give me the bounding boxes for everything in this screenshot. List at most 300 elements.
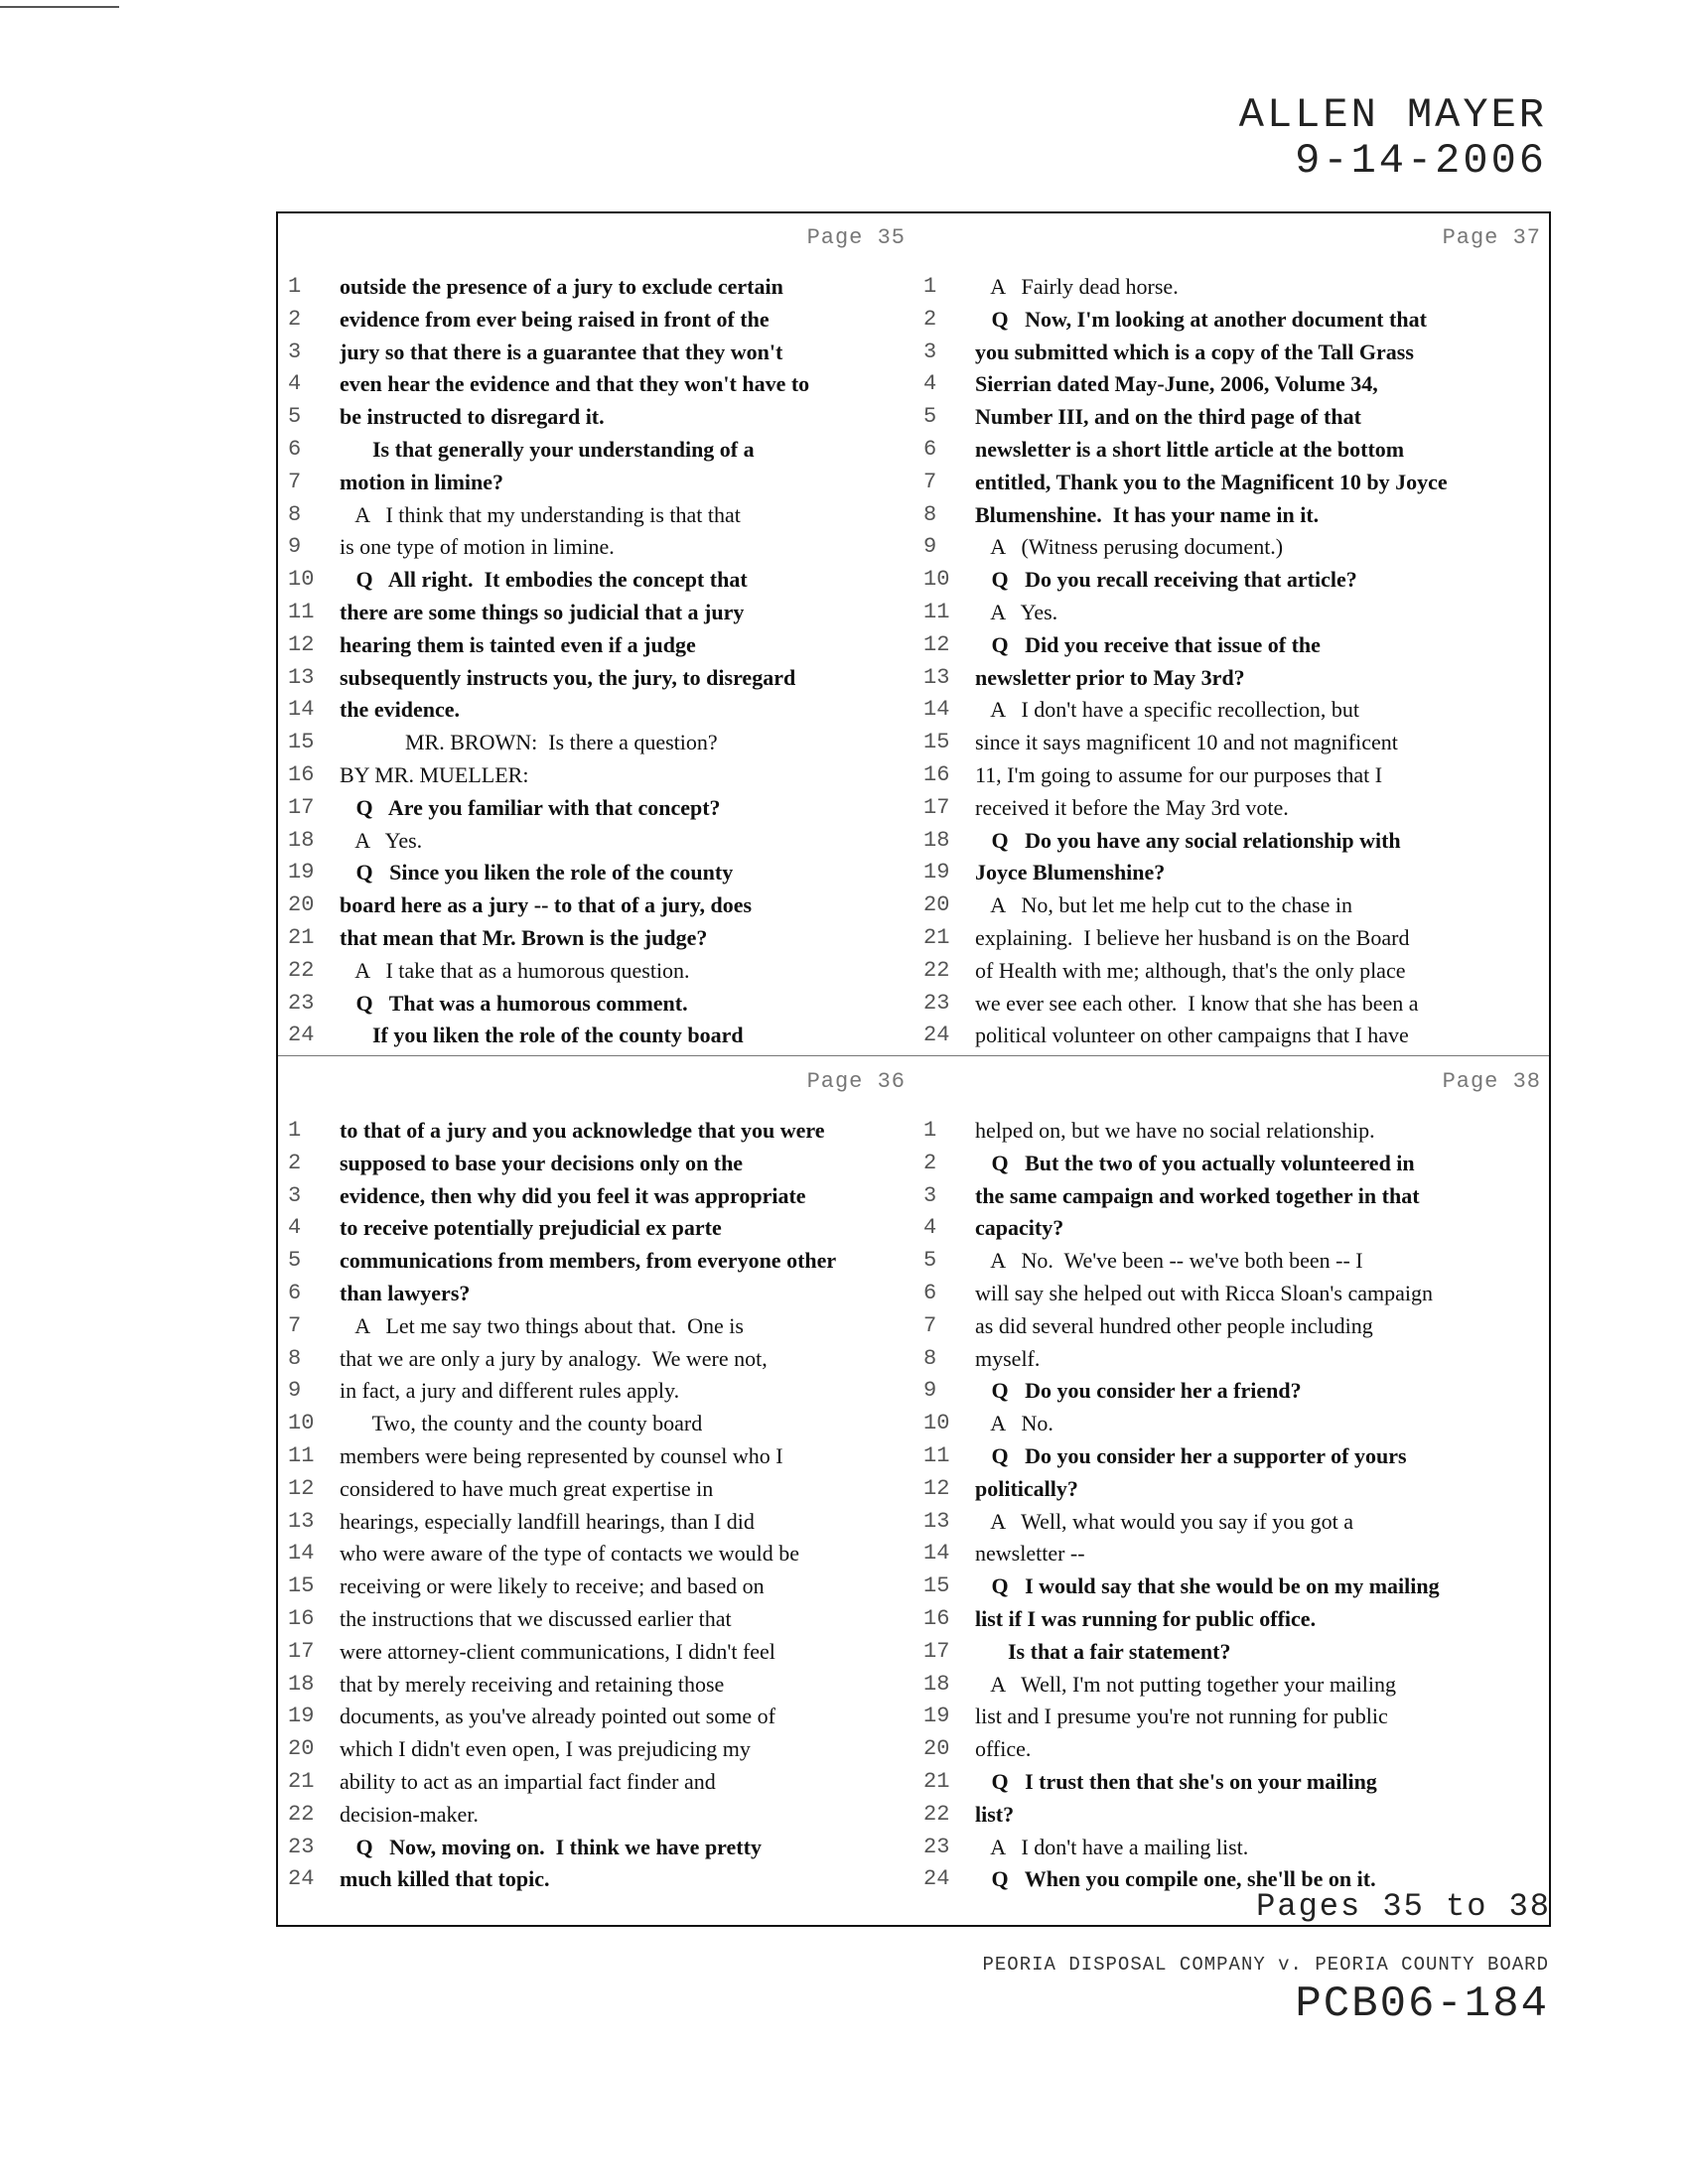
line-text: A Yes. xyxy=(975,599,1058,624)
transcript-line xyxy=(913,1538,1549,1570)
line-text: received it before the May 3rd vote. xyxy=(975,794,1289,820)
transcript-line xyxy=(278,1636,913,1669)
line-text: A I don't have a mailing list. xyxy=(975,1834,1249,1859)
line-number: 21 xyxy=(288,1768,315,1794)
transcript-line xyxy=(913,531,1549,564)
line-text: we ever see each other. I know that she has been a xyxy=(975,990,1419,1016)
line-text: A No. xyxy=(975,1411,1053,1436)
line-number: 7 xyxy=(923,469,937,494)
line-number: 21 xyxy=(923,924,950,950)
transcript-line xyxy=(278,271,913,304)
line-text: as did several hundred other people including xyxy=(975,1312,1373,1338)
transcript-line xyxy=(913,1180,1549,1213)
transcript-line xyxy=(913,1603,1549,1636)
line-number: 2 xyxy=(923,306,937,332)
line-text: that mean that Mr. Brown is the judge? xyxy=(340,924,708,950)
transcript-lines xyxy=(913,271,1549,1052)
transcript-line xyxy=(278,434,913,467)
corner-rule xyxy=(0,6,119,8)
line-text: Q Do you recall receiving that article? xyxy=(975,567,1357,593)
transcript-line xyxy=(278,857,913,889)
transcript-line xyxy=(278,1180,913,1213)
transcript-line xyxy=(278,1733,913,1766)
line-number: 18 xyxy=(288,1671,315,1697)
line-number: 8 xyxy=(288,1345,302,1371)
transcript-line xyxy=(913,1669,1549,1702)
line-number: 17 xyxy=(288,1638,315,1664)
line-number: 13 xyxy=(288,664,315,690)
line-number: 16 xyxy=(923,1605,950,1631)
page-label: Page 38 xyxy=(1442,1069,1541,1094)
line-text: Q Now, moving on. I think we have pretty xyxy=(340,1834,762,1859)
line-number: 16 xyxy=(288,761,315,787)
transcript-line xyxy=(278,825,913,858)
transcript-line xyxy=(913,1212,1549,1245)
line-text: receiving or were likely to receive; and based on xyxy=(340,1573,765,1599)
line-number: 9 xyxy=(288,1378,302,1404)
line-text: who were aware of the type of contacts we would be xyxy=(340,1541,800,1567)
line-text: entitled, Thank you to the Magnificent 10 by Joyce xyxy=(975,469,1448,494)
line-number: 6 xyxy=(288,1280,302,1305)
transcript-page-37 xyxy=(913,213,1549,1053)
line-number: 21 xyxy=(923,1768,950,1794)
line-number: 4 xyxy=(288,371,302,397)
line-number: 22 xyxy=(288,1801,315,1827)
line-text: BY MR. MUELLER: xyxy=(340,761,529,787)
line-number: 13 xyxy=(923,1508,950,1534)
transcript-line xyxy=(278,467,913,499)
transcript-lines xyxy=(278,271,913,1052)
line-number: 17 xyxy=(923,1638,950,1664)
line-text: were attorney-client communications, I didn't feel xyxy=(340,1638,775,1664)
line-text: Q Now, I'm looking at another document that xyxy=(975,306,1427,332)
line-text: A Well, what would you say if you got a xyxy=(975,1508,1353,1534)
transcript-line xyxy=(278,1115,913,1148)
transcript-line xyxy=(913,337,1549,369)
line-number: 24 xyxy=(288,1866,315,1892)
transcript-line xyxy=(278,1799,913,1832)
transcript-line xyxy=(278,1669,913,1702)
transcript-line xyxy=(278,1020,913,1052)
transcript-line xyxy=(913,825,1549,858)
line-text: decision-maker. xyxy=(340,1801,479,1827)
line-number: 19 xyxy=(288,1704,315,1729)
line-number: 14 xyxy=(923,697,950,723)
line-number: 10 xyxy=(288,1411,315,1436)
case-caption: PEORIA DISPOSAL COMPANY v. PEORIA COUNTY BOARD xyxy=(982,1954,1549,1976)
line-number: 18 xyxy=(923,1671,950,1697)
line-text: political volunteer on other campaigns that I have xyxy=(975,1023,1409,1048)
transcript-line xyxy=(913,1832,1549,1864)
transcript-line xyxy=(913,1440,1549,1473)
transcript-line xyxy=(913,955,1549,988)
line-text: that by merely receiving and retaining those xyxy=(340,1671,725,1697)
transcript-line xyxy=(913,1799,1549,1832)
line-number: 13 xyxy=(288,1508,315,1534)
line-number: 24 xyxy=(288,1023,315,1048)
line-text: list if I was running for public office. xyxy=(975,1605,1317,1631)
line-number: 11 xyxy=(288,1442,315,1468)
transcript-line xyxy=(278,1701,913,1733)
line-text: MR. BROWN: Is there a question? xyxy=(340,730,718,755)
transcript-line xyxy=(913,368,1549,401)
line-number: 12 xyxy=(288,631,315,657)
line-text: Q Are you familiar with that concept? xyxy=(340,794,721,820)
deponent-name: ALLEN MAYER xyxy=(1238,91,1547,139)
transcript-line xyxy=(278,889,913,922)
transcript-line xyxy=(278,1506,913,1539)
transcript-line xyxy=(913,1375,1549,1408)
line-number: 9 xyxy=(923,1378,937,1404)
line-text: evidence, then why did you feel it was appropriate xyxy=(340,1182,806,1208)
line-number: 16 xyxy=(288,1605,315,1631)
line-text: helped on, but we have no social relationship. xyxy=(975,1118,1375,1143)
transcript-lines xyxy=(278,1115,913,1896)
line-number: 11 xyxy=(923,1442,950,1468)
line-text: Q Did you receive that issue of the xyxy=(975,631,1321,657)
line-number: 10 xyxy=(288,567,315,593)
transcript-line xyxy=(913,727,1549,759)
transcript-line xyxy=(913,1245,1549,1278)
line-number: 2 xyxy=(923,1150,937,1175)
line-text: A (Witness perusing document.) xyxy=(975,534,1284,560)
transcript-line xyxy=(913,1506,1549,1539)
line-number: 3 xyxy=(923,1182,937,1208)
transcript-line xyxy=(278,499,913,532)
transcript-line xyxy=(278,1343,913,1376)
transcript-line xyxy=(913,1310,1549,1343)
line-number: 5 xyxy=(288,404,302,430)
transcript-line xyxy=(913,401,1549,434)
line-number: 22 xyxy=(923,1801,950,1827)
line-text: myself. xyxy=(975,1345,1041,1371)
line-number: 14 xyxy=(288,697,315,723)
line-text: in fact, a jury and different rules apply. xyxy=(340,1378,680,1404)
line-number: 12 xyxy=(923,631,950,657)
transcript-line xyxy=(913,1343,1549,1376)
line-text: hearing them is tainted even if a judge xyxy=(340,631,696,657)
transcript-line xyxy=(278,368,913,401)
line-text: is one type of motion in limine. xyxy=(340,534,615,560)
line-number: 15 xyxy=(923,1573,950,1599)
line-text: Q When you compile one, she'll be on it. xyxy=(975,1866,1376,1892)
line-text: explaining. I believe her husband is on the Board xyxy=(975,924,1410,950)
line-number: 8 xyxy=(923,501,937,527)
line-number: 12 xyxy=(923,1475,950,1501)
line-text: the evidence. xyxy=(340,697,460,723)
transcript-line xyxy=(913,857,1549,889)
line-number: 20 xyxy=(923,892,950,918)
transcript-line xyxy=(278,1570,913,1603)
line-text: outside the presence of a jury to exclude certain xyxy=(340,274,783,299)
line-number: 5 xyxy=(923,404,937,430)
line-number: 17 xyxy=(288,794,315,820)
line-number: 20 xyxy=(288,1736,315,1762)
line-number: 4 xyxy=(923,371,937,397)
transcript-line xyxy=(278,1310,913,1343)
line-number: 1 xyxy=(288,1118,302,1143)
line-number: 1 xyxy=(288,274,302,299)
line-text: members were being represented by counsel who I xyxy=(340,1442,783,1468)
line-number: 15 xyxy=(288,730,315,755)
transcript-line xyxy=(278,629,913,662)
transcript-line xyxy=(278,1766,913,1799)
line-number: 1 xyxy=(923,274,937,299)
transcript-line xyxy=(913,304,1549,337)
transcript-line xyxy=(913,629,1549,662)
line-number: 20 xyxy=(288,892,315,918)
transcript-line xyxy=(913,499,1549,532)
line-number: 19 xyxy=(923,860,950,886)
line-text: Two, the county and the county board xyxy=(340,1411,703,1436)
line-text: Sierrian dated May-June, 2006, Volume 34, xyxy=(975,371,1378,397)
transcript-line xyxy=(278,401,913,434)
line-number: 19 xyxy=(923,1704,950,1729)
line-text: Q Do you consider her a friend? xyxy=(975,1378,1302,1404)
transcript-page-38 xyxy=(913,1057,1549,1897)
transcript-line xyxy=(913,1020,1549,1052)
line-number: 23 xyxy=(288,1834,315,1859)
line-text: of Health with me; although, that's the only place xyxy=(975,957,1406,983)
line-number: 15 xyxy=(923,730,950,755)
line-text: A I take that as a humorous question. xyxy=(340,957,690,983)
line-text: jury so that there is a guarantee that they won't xyxy=(340,339,783,364)
transcript-line xyxy=(913,759,1549,792)
line-number: 18 xyxy=(288,827,315,853)
line-number: 3 xyxy=(288,1182,302,1208)
line-text: Joyce Blumenshine? xyxy=(975,860,1166,886)
line-text: hearings, especially landfill hearings, than I did xyxy=(340,1508,755,1534)
line-number: 14 xyxy=(923,1541,950,1567)
page-label: Page 37 xyxy=(1442,225,1541,250)
line-text: to receive potentially prejudicial ex parte xyxy=(340,1215,722,1241)
line-text: Q All right. It embodies the concept that xyxy=(340,567,748,593)
transcript-page-35 xyxy=(278,213,913,1053)
line-text: list? xyxy=(975,1801,1015,1827)
line-text: evidence from ever being raised in front of the xyxy=(340,306,770,332)
line-text: Is that a fair statement? xyxy=(975,1638,1231,1664)
line-text: ability to act as an impartial fact finder and xyxy=(340,1768,716,1794)
case-number: PCB06-184 xyxy=(1295,1979,1549,2029)
transcript-line xyxy=(913,1278,1549,1310)
transcript-line xyxy=(913,271,1549,304)
line-number: 16 xyxy=(923,761,950,787)
line-number: 6 xyxy=(288,436,302,462)
line-number: 7 xyxy=(288,1312,302,1338)
line-text: Q Do you consider her a supporter of yours xyxy=(975,1442,1407,1468)
line-text: to that of a jury and you acknowledge that you were xyxy=(340,1118,825,1143)
transcript-line xyxy=(913,1570,1549,1603)
transcript-line xyxy=(913,792,1549,825)
line-number: 7 xyxy=(288,469,302,494)
transcript-page-36 xyxy=(278,1057,913,1897)
line-number: 19 xyxy=(288,860,315,886)
line-text: A Well, I'm not putting together your mailing xyxy=(975,1671,1397,1697)
transcript-line xyxy=(278,1408,913,1440)
line-number: 18 xyxy=(923,827,950,853)
line-number: 11 xyxy=(923,599,950,624)
transcript-line xyxy=(913,922,1549,955)
line-text: A No, but let me help cut to the chase in xyxy=(975,892,1353,918)
transcript-line xyxy=(913,1701,1549,1733)
line-text: newsletter -- xyxy=(975,1541,1085,1567)
line-number: 3 xyxy=(288,339,302,364)
line-text: Q Since you liken the role of the county xyxy=(340,860,734,886)
line-text: A I don't have a specific recollection, but xyxy=(975,697,1360,723)
line-number: 9 xyxy=(288,534,302,560)
transcript-line xyxy=(278,1473,913,1506)
line-number: 23 xyxy=(923,990,950,1016)
line-text: Blumenshine. It has your name in it. xyxy=(975,501,1320,527)
line-number: 5 xyxy=(923,1248,937,1274)
line-text: considered to have much great expertise in xyxy=(340,1475,714,1501)
line-text: the same campaign and worked together in that xyxy=(975,1182,1420,1208)
line-number: 7 xyxy=(923,1312,937,1338)
transcript-line xyxy=(278,955,913,988)
line-text: 11, I'm going to assume for our purposes that I xyxy=(975,761,1383,787)
page-label: Page 35 xyxy=(806,225,906,250)
line-text: Number III, and on the third page of that xyxy=(975,404,1361,430)
line-text: you submitted which is a copy of the Tall Grass xyxy=(975,339,1414,364)
line-text: be instructed to disregard it. xyxy=(340,404,605,430)
line-number: 22 xyxy=(923,957,950,983)
transcript-line xyxy=(913,1115,1549,1148)
transcript-line xyxy=(278,1440,913,1473)
line-text: A Let me say two things about that. One is xyxy=(340,1312,744,1338)
line-text: newsletter is a short little article at the bottom xyxy=(975,436,1405,462)
transcript-line xyxy=(913,889,1549,922)
line-number: 10 xyxy=(923,567,950,593)
line-text: Q I would say that she would be on my mailing xyxy=(975,1573,1440,1599)
line-text: will say she helped out with Ricca Sloan's campaign xyxy=(975,1280,1433,1305)
transcript-line xyxy=(278,531,913,564)
line-text: Q That was a humorous comment. xyxy=(340,990,688,1016)
line-number: 2 xyxy=(288,1150,302,1175)
transcript-line xyxy=(913,1148,1549,1180)
transcript-line xyxy=(913,662,1549,695)
line-text: capacity? xyxy=(975,1215,1064,1241)
line-number: 3 xyxy=(923,339,937,364)
line-number: 21 xyxy=(288,924,315,950)
transcript-line xyxy=(913,1766,1549,1799)
transcript-line xyxy=(278,759,913,792)
transcript-line xyxy=(913,1473,1549,1506)
line-text: subsequently instructs you, the jury, to disregard xyxy=(340,664,796,690)
transcript-line xyxy=(913,1636,1549,1669)
transcript-line xyxy=(278,597,913,629)
line-number: 23 xyxy=(288,990,315,1016)
line-number: 6 xyxy=(923,1280,937,1305)
transcript-line xyxy=(278,922,913,955)
line-text: since it says magnificent 10 and not magnificent xyxy=(975,730,1398,755)
page-range: Pages 35 to 38 xyxy=(1256,1888,1551,1925)
transcript-line xyxy=(913,564,1549,597)
line-text: communications from members, from everyone other xyxy=(340,1248,837,1274)
page-separator xyxy=(278,1055,1549,1056)
line-text: supposed to base your decisions only on the xyxy=(340,1150,744,1175)
line-number: 11 xyxy=(288,599,315,624)
line-text: A No. We've been -- we've both been -- I xyxy=(975,1248,1363,1274)
line-text: If you liken the role of the county board xyxy=(340,1023,744,1048)
transcript-line xyxy=(278,1538,913,1570)
line-number: 17 xyxy=(923,794,950,820)
line-text: A Fairly dead horse. xyxy=(975,274,1179,299)
line-number: 9 xyxy=(923,534,937,560)
transcript-line xyxy=(278,1832,913,1864)
transcript-line xyxy=(278,662,913,695)
line-number: 4 xyxy=(923,1215,937,1241)
page-label: Page 36 xyxy=(806,1069,906,1094)
deposition-date: 9-14-2006 xyxy=(1295,137,1547,185)
line-text: board here as a jury -- to that of a jury, does xyxy=(340,892,753,918)
line-number: 6 xyxy=(923,436,937,462)
line-text: A Yes. xyxy=(340,827,423,853)
line-number: 22 xyxy=(288,957,315,983)
line-number: 24 xyxy=(923,1023,950,1048)
line-text: even hear the evidence and that they won't have to xyxy=(340,371,810,397)
line-text: Q Do you have any social relationship with xyxy=(975,827,1401,853)
line-text: there are some things so judicial that a jury xyxy=(340,599,745,624)
transcript-line xyxy=(278,1212,913,1245)
transcript-line xyxy=(278,694,913,727)
line-text: office. xyxy=(975,1736,1032,1762)
line-text: politically? xyxy=(975,1475,1078,1501)
transcript-line xyxy=(278,1278,913,1310)
line-text: Q But the two of you actually volunteered in xyxy=(975,1150,1415,1175)
transcript-line xyxy=(278,1375,913,1408)
transcript-line xyxy=(278,304,913,337)
line-number: 13 xyxy=(923,664,950,690)
line-number: 2 xyxy=(288,306,302,332)
transcript-line xyxy=(913,694,1549,727)
transcript-line xyxy=(278,727,913,759)
line-text: which I didn't even open, I was prejudicing my xyxy=(340,1736,751,1762)
line-number: 5 xyxy=(288,1248,302,1274)
transcript-line xyxy=(913,1733,1549,1766)
line-text: motion in limine? xyxy=(340,469,504,494)
line-number: 4 xyxy=(288,1215,302,1241)
transcript-line xyxy=(278,1148,913,1180)
line-number: 14 xyxy=(288,1541,315,1567)
line-text: that we are only a jury by analogy. We were not, xyxy=(340,1345,768,1371)
line-text: than lawyers? xyxy=(340,1280,471,1305)
transcript-line xyxy=(913,467,1549,499)
line-text: A I think that my understanding is that that xyxy=(340,501,741,527)
transcript-line xyxy=(913,434,1549,467)
transcript-line xyxy=(278,1863,913,1896)
transcript-line xyxy=(278,337,913,369)
transcript-line xyxy=(913,1408,1549,1440)
line-number: 8 xyxy=(923,1345,937,1371)
transcript-frame xyxy=(276,211,1551,1927)
transcript-line xyxy=(278,1245,913,1278)
transcript-line xyxy=(278,1603,913,1636)
line-number: 8 xyxy=(288,501,302,527)
line-text: newsletter prior to May 3rd? xyxy=(975,664,1245,690)
line-number: 1 xyxy=(923,1118,937,1143)
transcript-lines xyxy=(913,1115,1549,1896)
line-number: 20 xyxy=(923,1736,950,1762)
line-number: 10 xyxy=(923,1411,950,1436)
transcript-line xyxy=(278,792,913,825)
transcript-line xyxy=(278,564,913,597)
transcript-line xyxy=(913,597,1549,629)
line-text: much killed that topic. xyxy=(340,1866,550,1892)
transcript-line xyxy=(913,988,1549,1021)
line-text: list and I presume you're not running for public xyxy=(975,1704,1388,1729)
line-number: 23 xyxy=(923,1834,950,1859)
line-text: the instructions that we discussed earlier that xyxy=(340,1605,732,1631)
